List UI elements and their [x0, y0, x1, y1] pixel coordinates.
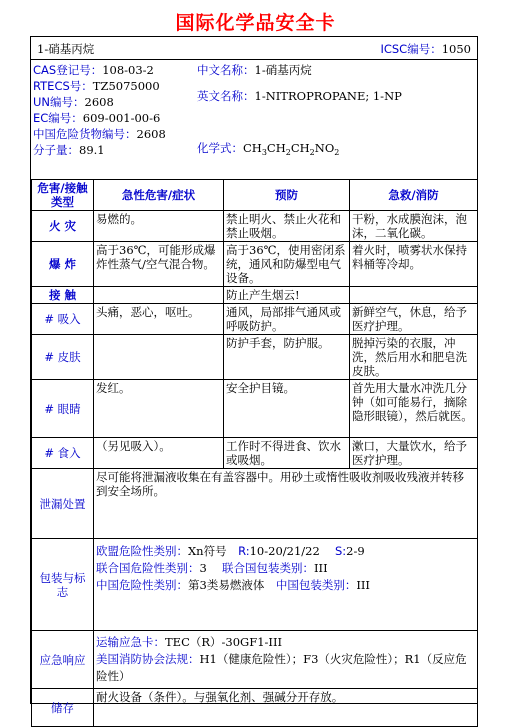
- header-acute: 急性危害/症状: [94, 180, 224, 211]
- row-label: 爆 炸: [32, 242, 94, 287]
- ec-number: EC编号：609-001-00-6: [33, 111, 161, 125]
- aid-cell: 干粉，水成膜泡沫，泡沫，二氧化碳。: [350, 211, 478, 242]
- cas-number: CAS登记号：108-03-2: [33, 63, 154, 77]
- prevent-cell: 禁止明火、禁止火花和禁止吸烟。: [224, 211, 350, 242]
- table-row: [32, 380, 478, 438]
- aid-cell: 脱掉污染的衣服，冲洗，然后用水和肥皂洗皮肤。: [350, 335, 478, 380]
- acute-cell: 高于36℃，可能形成爆炸性蒸气/空气混合物。: [94, 242, 224, 287]
- name-bar: [31, 37, 477, 60]
- prevent-cell: 高于36℃，使用密闭系统，通风和防爆型电气设备。: [224, 242, 350, 287]
- cn-goods-number: 中国危险货物编号：2608: [33, 127, 166, 141]
- table-row: [32, 304, 478, 335]
- prevent-cell: 工作时不得进食、饮水或吸烟。: [224, 438, 350, 469]
- aid-cell: 首先用大量水冲洗几分钟（如可能易行，摘除隐形眼镜），然后就医。: [350, 380, 478, 438]
- rtecs-number: RTECS号：TZ5075000: [33, 79, 160, 93]
- header-type: 危害/接触类型: [32, 180, 94, 211]
- aid-cell: 漱口，大量饮水，给予医疗护理。: [350, 438, 478, 469]
- chemical-formula: 化学式：$CH_3CH_2CH_2NO_2$: [197, 141, 340, 157]
- un-classification: 联合国危险性类别：3 联合国包装类别：III: [96, 561, 328, 575]
- identifiers: [31, 59, 477, 180]
- chemical-name: 1-硝基丙烷: [37, 42, 95, 56]
- row-label: 火 灾: [32, 211, 94, 242]
- prevent-cell: 防护手套，防护服。: [224, 335, 350, 380]
- aid-cell: 着火时，喷雾状水保持料桶等冷却。: [350, 242, 478, 287]
- hazard-table: [31, 179, 478, 727]
- acute-cell: 头痛，恶心，呕吐。: [94, 304, 224, 335]
- spill-row: [32, 469, 478, 539]
- prevent-cell: 防止产生烟云!: [224, 287, 350, 304]
- icsc-number: ICSC编号：1050: [380, 42, 471, 56]
- chinese-name: 中文名称：1-硝基丙烷: [197, 63, 312, 77]
- aid-cell: 新鲜空气，休息，给予医疗护理。: [350, 304, 478, 335]
- row-label: # 吸入: [32, 304, 94, 335]
- packaging-label: 包装与标志: [32, 539, 94, 631]
- acute-cell: （另见吸入）。: [94, 438, 224, 469]
- emergency-row: [32, 631, 478, 689]
- table-row: [32, 211, 478, 242]
- emergency-label: 应急响应: [32, 631, 94, 689]
- table-row: [32, 335, 478, 380]
- table-header: [32, 180, 478, 211]
- table-row: [32, 287, 478, 304]
- aid-cell: [350, 287, 478, 304]
- transport-card: 运输应急卡：TEC（R）-30GF1-III: [96, 635, 283, 649]
- molecular-weight: 分子量：89.1: [33, 143, 105, 157]
- eu-classification: 欧盟危险性类别：Xn符号 R:10-20/21/22 S:2-9: [96, 544, 365, 558]
- storage-label: 储存: [32, 689, 94, 727]
- emergency-cell: [94, 631, 478, 689]
- un-number: UN编号：2608: [33, 95, 114, 109]
- prevent-cell: 安全护目镜。: [224, 380, 350, 438]
- row-label: 接 触: [32, 287, 94, 304]
- safety-card: [30, 36, 478, 715]
- storage-row: [32, 689, 478, 727]
- acute-cell: 易燃的。: [94, 211, 224, 242]
- acute-cell: [94, 287, 224, 304]
- spill-text: 尽可能将泄漏液收集在有盖容器中。用砂土或惰性吸收剂吸收残液并转移到安全场所。: [94, 469, 478, 539]
- header-aid: 急救/消防: [350, 180, 478, 211]
- row-label: # 眼睛: [32, 380, 94, 438]
- row-label: # 食入: [32, 438, 94, 469]
- storage-text: 耐火设备（条件）。与强氧化剂、强碱分开存放。: [94, 689, 478, 727]
- packaging-row: [32, 539, 478, 631]
- spill-label: 泄漏处置: [32, 469, 94, 539]
- header-prevent: 预防: [224, 180, 350, 211]
- prevent-cell: 通风，局部排气通风或呼吸防护。: [224, 304, 350, 335]
- table-row: [32, 438, 478, 469]
- packaging-cell: [94, 539, 478, 631]
- card-title: 国际化学品安全卡: [175, 12, 336, 34]
- cn-classification: 中国危险性类别：第3类易燃液体 中国包装类别：III: [96, 578, 370, 592]
- english-name: 英文名称：1-NITROPROPANE; 1-NP: [197, 89, 402, 103]
- nfpa-code: 美国消防协会法规：H1（健康危险性）；F3（火灾危险性）；R1（反应危险性）: [96, 652, 467, 683]
- acute-cell: 发红。: [94, 380, 224, 438]
- row-label: # 皮肤: [32, 335, 94, 380]
- table-row: [32, 242, 478, 287]
- acute-cell: [94, 335, 224, 380]
